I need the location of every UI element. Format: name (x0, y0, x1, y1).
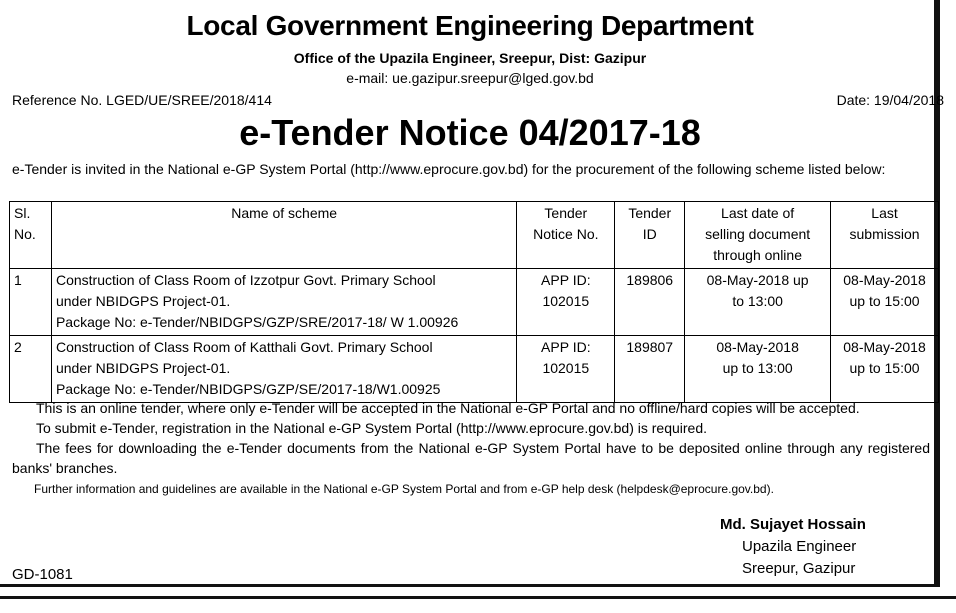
row-submission (831, 269, 939, 336)
notes-section (12, 398, 930, 500)
selling-line1: 08-May-2018 up (706, 272, 809, 288)
row-sl: 2 (10, 336, 52, 403)
header-sl-line2: No. (14, 226, 36, 242)
header-submission (831, 202, 939, 269)
signatory-name: Md. Sujayet Hossain (720, 516, 866, 533)
row-submission (831, 336, 939, 403)
header-selling-date (685, 202, 831, 269)
row-tender-id: 189807 (615, 336, 685, 403)
header-tender-id (615, 202, 685, 269)
department-title: Local Government Engineering Department (186, 10, 754, 41)
bottom-rule (0, 596, 956, 613)
scheme-package: Package No: e-Tender/NBIDGPS/GZP/SE/2017-18/W1.00925 (55, 381, 441, 397)
reference-number: Reference No. LGED/UE/SREE/2018/414 (12, 92, 272, 108)
notice-line1: APP ID: (541, 272, 591, 288)
header-submission-line2: submission (849, 226, 920, 242)
header-id-line1: Tender (628, 205, 672, 221)
header-notice-line2: Notice No. (533, 226, 599, 242)
table-header-row (10, 202, 939, 269)
intro-paragraph: e-Tender is invited in the National e-GP System Portal (http://www.eprocure.gov.bd) for the procurement of the following scheme listed below: (12, 161, 886, 177)
row-notice-no (517, 269, 615, 336)
header-sl-line1: Sl. (14, 205, 31, 221)
header-selling-line1: Last date of (721, 205, 795, 221)
table-row (10, 269, 939, 336)
notice-line1: APP ID: (541, 339, 591, 355)
row-tender-id: 189806 (615, 269, 685, 336)
header-notice-no (517, 202, 615, 269)
note-registration: To submit e-Tender, registration in the National e-GP System Portal (http://www.eprocure.gov.bd) is required. (36, 420, 708, 436)
scheme-line2: under NBIDGPS Project-01. (55, 293, 231, 309)
notice-line2: 102015 (542, 360, 590, 376)
header-id-line2: ID (642, 226, 657, 242)
header-notice-line1: Tender (544, 205, 588, 221)
submission-line1: 08-May-2018 (843, 339, 926, 355)
row-scheme (51, 269, 516, 336)
selling-line2: up to 13:00 (722, 360, 793, 376)
office-subtitle: Office of the Upazila Engineer, Sreepur, Dist: Gazipur (293, 50, 647, 66)
notice-line2: 102015 (542, 293, 590, 309)
notice-date: Date: 19/04/2018 (836, 92, 944, 108)
notice-title: e-Tender Notice 04/2017-18 (239, 112, 701, 153)
signature-block (720, 514, 900, 580)
selling-line1: 08-May-2018 (716, 339, 799, 355)
note-online-only: This is an online tender, where only e-Tender will be accepted in the National e-GP Portal and no offline/hard copies will be accepted. (36, 400, 860, 416)
note-helpdesk: Further information and guidelines are available in the National e-GP System Portal and from e-GP help desk (helpdesk@eprocure.gov.bd). (34, 482, 774, 496)
office-email: e-mail: ue.gazipur.sreepur@lged.gov.bd (346, 70, 594, 86)
selling-line2: to 13:00 (732, 293, 783, 309)
scheme-line1: Construction of Class Room of Izzotpur Govt. Primary School (55, 272, 436, 288)
tender-table (9, 201, 939, 403)
gd-number: GD-1081 (12, 566, 73, 583)
scheme-line1: Construction of Class Room of Katthali Govt. Primary School (55, 339, 433, 355)
scheme-line2: under NBIDGPS Project-01. (55, 360, 231, 376)
signatory-designation: Upazila Engineer (742, 538, 857, 555)
note-fees: The fees for downloading the e-Tender documents from the National e-GP System Portal have to be deposited online through any registered banks' branches. (12, 440, 930, 476)
submission-line2: up to 15:00 (849, 293, 920, 309)
header-sl (10, 202, 52, 269)
row-notice-no (517, 336, 615, 403)
submission-line2: up to 15:00 (849, 360, 920, 376)
submission-line1: 08-May-2018 (843, 272, 926, 288)
signatory-location: Sreepur, Gazipur (742, 560, 856, 577)
header-selling-line3: through online (713, 247, 802, 263)
row-scheme (51, 336, 516, 403)
row-selling-date (685, 336, 831, 403)
row-sl: 1 (10, 269, 52, 336)
reference-row (12, 92, 944, 108)
header-selling-line2: selling document (705, 226, 811, 242)
header-submission-line1: Last (871, 205, 898, 221)
scheme-package: Package No: e-Tender/NBIDGPS/GZP/SRE/2017-18/ W 1.00926 (55, 314, 459, 330)
table-row (10, 336, 939, 403)
row-selling-date (685, 269, 831, 336)
header-scheme: Name of scheme (51, 202, 516, 269)
